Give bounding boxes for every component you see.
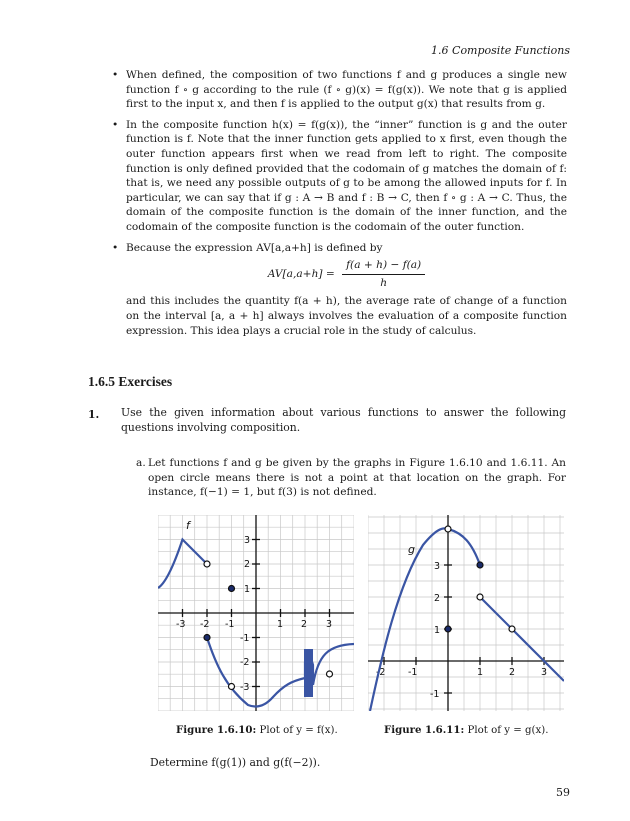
g-xtick-label: 1 [477,667,484,678]
g-curve-label: g [408,543,415,556]
g-xtick-label: -2 [376,667,386,678]
exercise-part-a [136,456,566,500]
f-ytick-label: 2 [244,559,251,570]
f-xtick-label: -2 [200,619,210,630]
page-number: 59 [556,786,570,799]
f-ytick-label: 3 [244,535,251,546]
section-title: 1.6.5 Exercises [88,374,173,389]
g-ytick-label: 3 [434,561,441,572]
figure-f-graph [158,515,354,711]
av-denominator: h [380,276,388,289]
figure-g-graph [368,515,564,711]
figure-f-caption [176,724,338,736]
av-numerator: f(a + h) − f(a) [342,258,425,275]
bullet-composition-definition: • When defined, the composition of two functions f and g produces a single new function f ∘ g according to the rule (f ∘ g)(x) = f(g(x)). We note that g is applied first to the input x, and then f is applied to the output g(x) that results from g. [112,68,567,112]
bullet3-after: and this includes the quantity f(a + h), the average rate of change of a function on the interval [a, a + h] always involves the evaluation of a composite function expression. This idea plays a crucial role in the study of calculus. [126,295,567,337]
bullet-list [112,68,567,344]
f-xtick-label: -1 [225,619,235,630]
g-ytick-label: 2 [434,593,441,604]
figure-g-caption [384,724,548,736]
part-text: Let functions f and g be given by the graphs in Figure 1.6.10 and 1.6.11. An open circle means there is not a point at that location on the graph. For instance, f(−1) = 1, but f(3) is not defined. [148,457,566,499]
running-header: 1.6 Composite Functions [431,44,570,57]
bullet-inner-outer: • In the composite function h(x) = f(g(x)), the “inner” function is g and the outer function is f. Note that the inner function gets applied to x first, even though the outer function appears first when we read from left to right. The composite function is only defined provided that the codomain of g matches the domain of f: that is, we need any possible outputs of g to be among the allowed inputs for f. In particular, we can say that if g : A → B and f : B → C, then f ∘ g : A → C. Thus, the domain of the composite function is the domain of the inner function, and the codomain of the composite function is the codomain of the outer function. [112,118,567,235]
exercise-question: Determine f(g(1)) and g(f(−2)). [150,756,321,769]
f-ytick-label: -1 [240,633,250,644]
bullet3-intro: Because the expression AV[a,a+h] is defined by [126,241,383,254]
g-xtick-label: 2 [509,667,516,678]
exercise-number: 1. [88,408,100,421]
av-formula [126,258,567,290]
f-xtick-label: 2 [301,619,308,630]
av-fraction [342,258,425,290]
av-formula-lhs: AV[a,a+h] = [267,268,335,281]
exercise-text: Use the given information about various functions to answer the following questions involving composition. [121,406,566,434]
f-curve-label: f [186,519,190,532]
f-ytick-label: -2 [240,657,250,668]
g-curve [370,528,564,711]
g-xtick-label: -1 [408,667,418,678]
f-xtick-label: -3 [176,619,186,630]
figure-f-caption-text: Plot of y = f(x). [259,725,338,736]
figure-g-caption-text: Plot of y = g(x). [467,725,549,736]
f-xtick-label: 3 [326,619,333,630]
g-ytick-label: 1 [434,625,441,636]
figure-g-label: Figure 1.6.11: [384,724,465,736]
grid-g [368,515,564,711]
f-xtick-label: 1 [277,619,284,630]
f-ytick-label: -3 [240,682,250,693]
g-xtick-label: 3 [541,667,548,678]
part-label: a. [136,457,146,469]
f-ytick-label: 1 [244,584,251,595]
g-ytick-label: -1 [430,689,440,700]
figure-f-label: Figure 1.6.10: [176,724,257,736]
bullet-average-rate [112,241,567,339]
